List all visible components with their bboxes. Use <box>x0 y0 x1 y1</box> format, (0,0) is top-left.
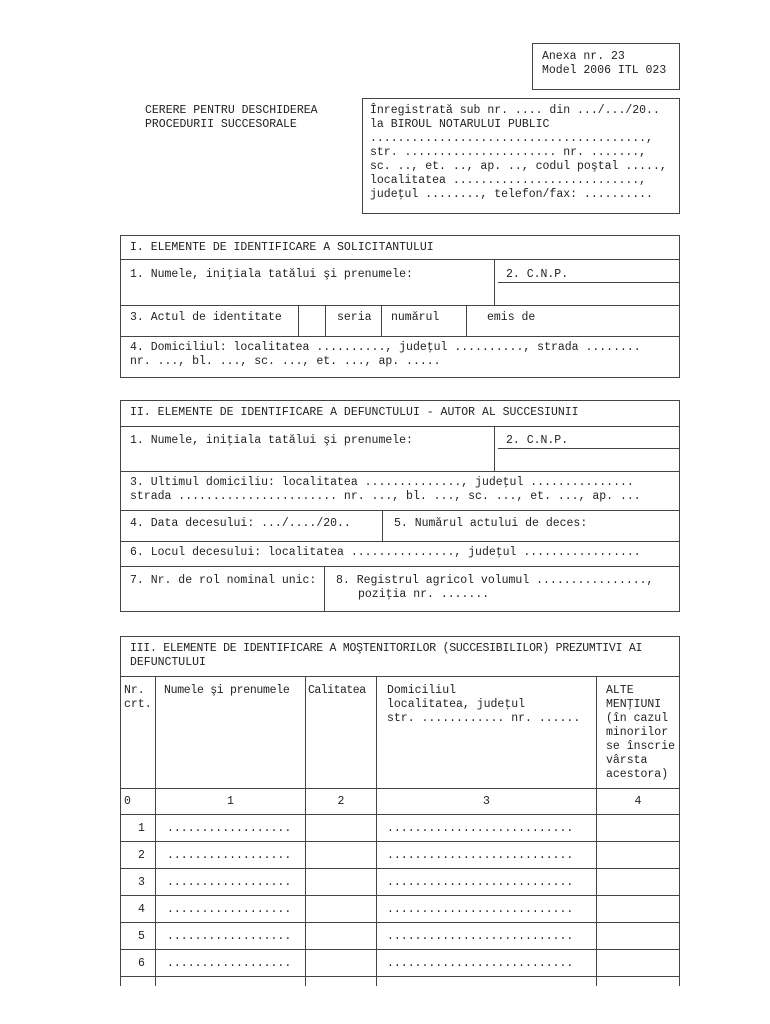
applicant-id-number-label: numărul <box>391 311 440 324</box>
col-domicile-header-line2: localitatea, judeţul <box>387 698 526 711</box>
col-nr-header-line2: crt. <box>124 698 152 711</box>
col-other-header-line3: (în cazul <box>606 712 669 725</box>
row-nr: 4 <box>138 903 145 916</box>
deceased-death-place: 6. Locul decesului: localitatea ..............., judeţul ................. <box>130 546 641 559</box>
registry-line4: str. ...................... nr. ......., <box>370 146 647 159</box>
form-title-line2: PROCEDURII SUCCESORALE <box>145 118 297 131</box>
row-domicile: ........................... <box>387 957 574 970</box>
col-number-2: 2 <box>337 795 345 808</box>
row-domicile: ........................... <box>387 930 574 943</box>
row-domicile: ........................... <box>387 903 574 916</box>
row-nr: 3 <box>138 876 145 889</box>
section-deceased-header: II. ELEMENTE DE IDENTIFICARE A DEFUNCTULUI - AUTOR AL SUCCESIUNII <box>130 406 579 419</box>
col-number-1: 1 <box>227 795 234 808</box>
col-number-0: 0 <box>124 795 131 808</box>
applicant-name-label: 1. Numele, iniţiala tatălui şi prenumele: <box>130 268 413 281</box>
applicant-id-seria-label: seria <box>337 311 372 324</box>
deceased-domicile-line1: 3. Ultimul domiciliu: localitatea .............., judeţul ............... <box>130 476 634 489</box>
row-nr: 6 <box>138 957 145 970</box>
row-domicile: ........................... <box>387 822 574 835</box>
col-domicile-header-line1: Domiciliul <box>387 684 457 697</box>
col-other-header-line4: minorilor <box>606 726 669 739</box>
row-nr: 1 <box>138 822 145 835</box>
col-name-header: Numele şi prenumele <box>164 684 290 697</box>
applicant-cnp-label: 2. C.N.P. <box>506 268 569 281</box>
section-applicant-header: I. ELEMENTE DE IDENTIFICARE A SOLICITANTULUI <box>130 241 434 254</box>
col-other-header-line5: se înscrie <box>606 740 676 753</box>
deceased-name-label: 1. Numele, iniţiala tatălui şi prenumele: <box>130 434 413 447</box>
section-heirs-header-line1: III. ELEMENTE DE IDENTIFICARE A MOŞTENITORILOR (SUCCESIBILILOR) PREZUMTIVI AI <box>130 642 643 655</box>
deceased-death-date: 4. Data decesului: .../..../20.. <box>130 517 351 530</box>
row-name: .................. <box>167 822 292 835</box>
registry-line7: judeţul ........, telefon/fax: .......... <box>370 188 653 201</box>
col-other-header-line7: acestora) <box>606 768 669 781</box>
applicant-id-label: 3. Actul de identitate <box>130 311 282 324</box>
deceased-role-number: 7. Nr. de rol nominal unic: <box>130 574 317 587</box>
annex-model: Model 2006 ITL 023 <box>542 64 667 77</box>
col-number-3: 3 <box>483 795 490 808</box>
row-nr: 2 <box>138 849 145 862</box>
registry-line2: la BIROUL NOTARULUI PUBLIC <box>370 118 550 131</box>
deceased-agri-register-line2: poziţia nr. ....... <box>358 588 490 601</box>
row-domicile: ........................... <box>387 876 574 889</box>
registry-line5: sc. .., et. .., ap. .., codul poştal ....., <box>370 160 667 173</box>
form-title-line1: CERERE PENTRU DESCHIDEREA <box>145 104 318 117</box>
deceased-domicile-line2: strada ....................... nr. ..., bl. ..., sc. ..., et. ..., ap. ... <box>130 490 641 503</box>
applicant-id-issuer-label: emis de <box>487 311 536 324</box>
deceased-agri-register-line1: 8. Registrul agricol volumul ................, <box>336 574 654 587</box>
row-name: .................. <box>167 930 292 943</box>
registry-line6: localitatea ..........................., <box>370 174 647 187</box>
registry-line1: Înregistrată sub nr. .... din .../.../20.. <box>370 104 660 117</box>
applicant-address-line2: nr. ..., bl. ..., sc. ..., et. ..., ap. ..... <box>130 355 441 368</box>
row-name: .................. <box>167 849 292 862</box>
col-other-header-line2: MENŢIUNI <box>606 698 662 711</box>
row-name: .................. <box>167 957 292 970</box>
applicant-address-line1: 4. Domiciliul: localitatea .........., judeţul .........., strada ........ <box>130 341 641 354</box>
row-nr: 5 <box>138 930 145 943</box>
deceased-cnp-label: 2. C.N.P. <box>506 434 569 447</box>
row-domicile: ........................... <box>387 849 574 862</box>
col-quality-header: Calitatea <box>308 684 366 697</box>
row-name: .................. <box>167 876 292 889</box>
col-number-4: 4 <box>634 795 642 808</box>
col-domicile-header-line3: str. ............ nr. ...... <box>387 712 581 725</box>
registry-line3: ........................................, <box>370 132 653 145</box>
col-nr-header-line1: Nr. <box>124 684 145 697</box>
annex-number: Anexa nr. 23 <box>542 50 625 63</box>
row-name: .................. <box>167 903 292 916</box>
section-heirs-header-line2: DEFUNCTULUI <box>130 656 206 669</box>
deceased-death-act: 5. Numărul actului de deces: <box>394 517 588 530</box>
col-other-header-line6: vârsta <box>606 754 648 767</box>
col-other-header-line1: ALTE <box>606 684 634 697</box>
